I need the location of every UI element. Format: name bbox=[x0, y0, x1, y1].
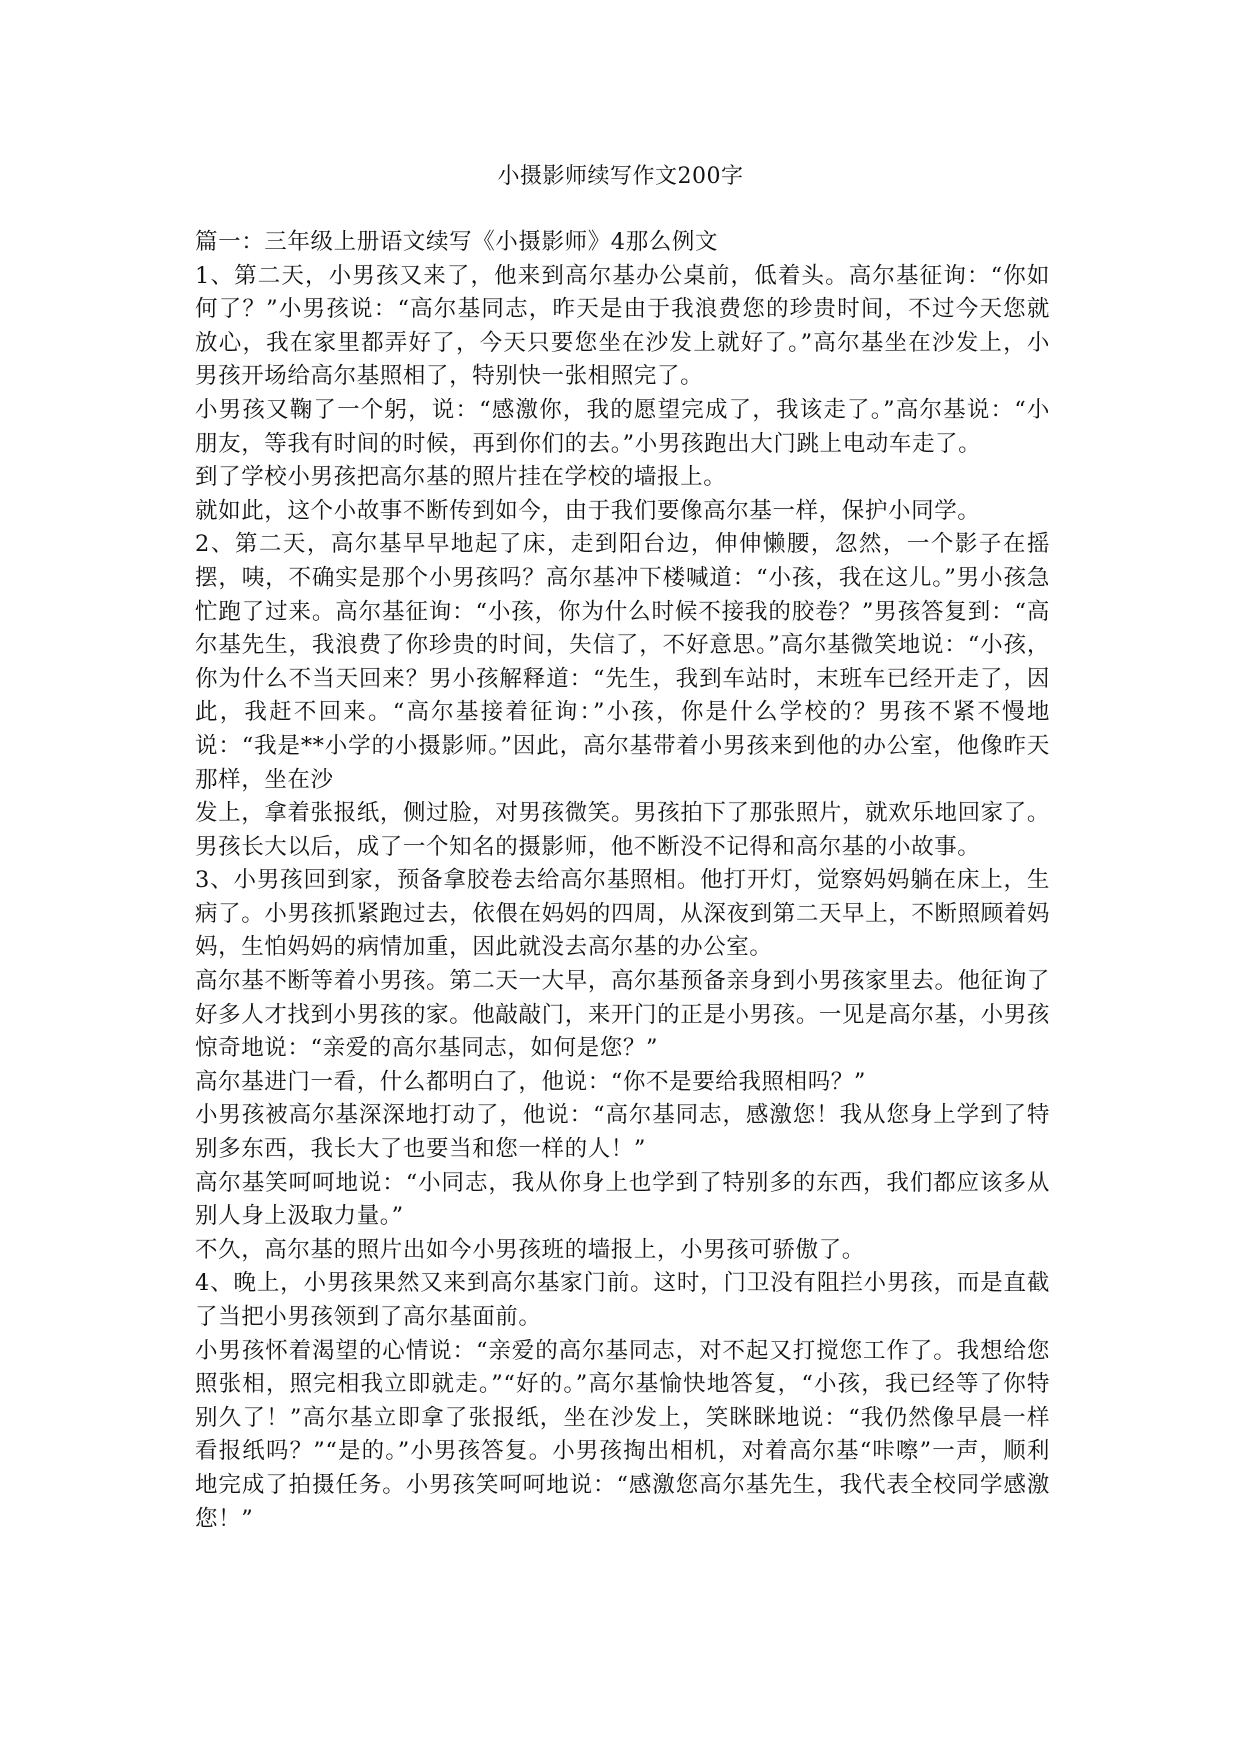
paragraph: 高尔基不断等着小男孩。第二天一大早，高尔基预备亲身到小男孩家里去。他征询了好多人才找到小男孩的家。他敲敲门，来开门的正是小男孩。一见是高尔基，小男孩惊奇地说：“亲爱的高尔基同志，如何是您？” bbox=[195, 968, 1050, 1062]
paragraph: 小男孩怀着渴望的心情说：“亲爱的高尔基同志，对不起又打搅您工作了。我想给您照张相，照完相我立即就走。”“好的。”高尔基愉快地答复，“小孩，我已经等了你特别久了！”高尔基立即拿了张报纸，坐在沙发上，笑眯眯地说：“我仍然像早晨一样看报纸吗？”“是的。”小男孩答复。小男孩掏出相机，对着高尔基“咔嚓”一声，顺利地完成了拍摄任务。小男孩笑呵呵地说：“感激您高尔基先生，我代表全校同学感激您！” bbox=[195, 1337, 1050, 1532]
paragraph: 高尔基笑呵呵地说：“小同志，我从你身上也学到了特别多的东西，我们都应该多从别人身上汲取力量。” bbox=[195, 1169, 1050, 1230]
paragraph: 不久，高尔基的照片出如今小男孩班的墙报上，小男孩可骄傲了。 bbox=[195, 1236, 865, 1263]
paragraph: 1、第二天，小男孩又来了，他来到高尔基办公桌前，低着头。高尔基征询：“你如何了？”小男孩说：“高尔基同志，昨天是由于我浪费您的珍贵时间，不过今天您就放心，我在家里都弄好了，今天只要您坐在沙发上就好了。”高尔基坐在沙发上，小男孩开场给高尔基照相了，特别快一张相照完了。 bbox=[195, 262, 1050, 390]
paragraph: 到了学校小男孩把高尔基的照片挂在学校的墙报上。 bbox=[195, 464, 727, 491]
section-heading: 篇一：三年级上册语文续写《小摄影师》4那么例文 bbox=[195, 229, 719, 255]
paragraph: 就如此，这个小故事不断传到如今，由于我们要像高尔基一样，保护小同学。 bbox=[195, 497, 981, 524]
paragraph: 高尔基进门一看，什么都明白了，他说：“你不是要给我照相吗？” bbox=[195, 1068, 867, 1095]
paragraph: 小男孩又鞠了一个躬，说：“感激你，我的愿望完成了，我该走了。”高尔基说：“小朋友，等我有时间的时候，再到你们的去。”小男孩跑出大门跳上电动车走了。 bbox=[195, 396, 1050, 457]
document-body bbox=[195, 226, 1050, 1536]
paragraph: 发上，拿着张报纸，侧过脸，对男孩微笑。男孩拍下了那张照片，就欢乐地回家了。男孩长大以后，成了一个知名的摄影师，他不断没不记得和高尔基的小故事。 bbox=[195, 800, 1050, 860]
document-title: 小摄影师续写作文200字 bbox=[497, 164, 744, 189]
paragraph: 4、晚上，小男孩果然又来到高尔基家门前。这时，门卫没有阻拦小男孩，而是直截了当把小男孩领到了高尔基面前。 bbox=[195, 1270, 1050, 1330]
paragraph: 3、小男孩回到家，预备拿胶卷去给高尔基照相。他打开灯，觉察妈妈躺在床上，生病了。小男孩抓紧跑过去，依偎在妈妈的四周，从深夜到第二天早上，不断照顾着妈妈，生怕妈妈的病情加重，因此就没去高尔基的办公室。 bbox=[195, 867, 1050, 961]
paragraph: 小男孩被高尔基深深地打动了，他说：“高尔基同志，感激您！我从您身上学到了特别多东西，我长大了也要当和您一样的人！” bbox=[195, 1102, 1050, 1163]
paragraph: 2、第二天，高尔基早早地起了床，走到阳台边，伸伸懒腰，忽然，一个影子在摇摆，咦，不确实是那个小男孩吗？高尔基冲下楼喊道：“小孩，我在这儿。”男小孩急忙跑了过来。高尔基征询：“小孩，你为什么时候不接我的胶卷？”男孩答复到：“高尔基先生，我浪费了你珍贵的时间，失信了，不好意思。”高尔基微笑地说：“小孩，你为什么不当天回来？男小孩解释道：“先生，我到车站时，末班车已经开走了，因此，我赶不回来。“高尔基接着征询：”小孩，你是什么学校的？男孩不紧不慢地说：“我是**小学的小摄影师。”因此，高尔基带着小男孩来到他的办公室，他像昨天那样，坐在沙 bbox=[195, 531, 1050, 793]
